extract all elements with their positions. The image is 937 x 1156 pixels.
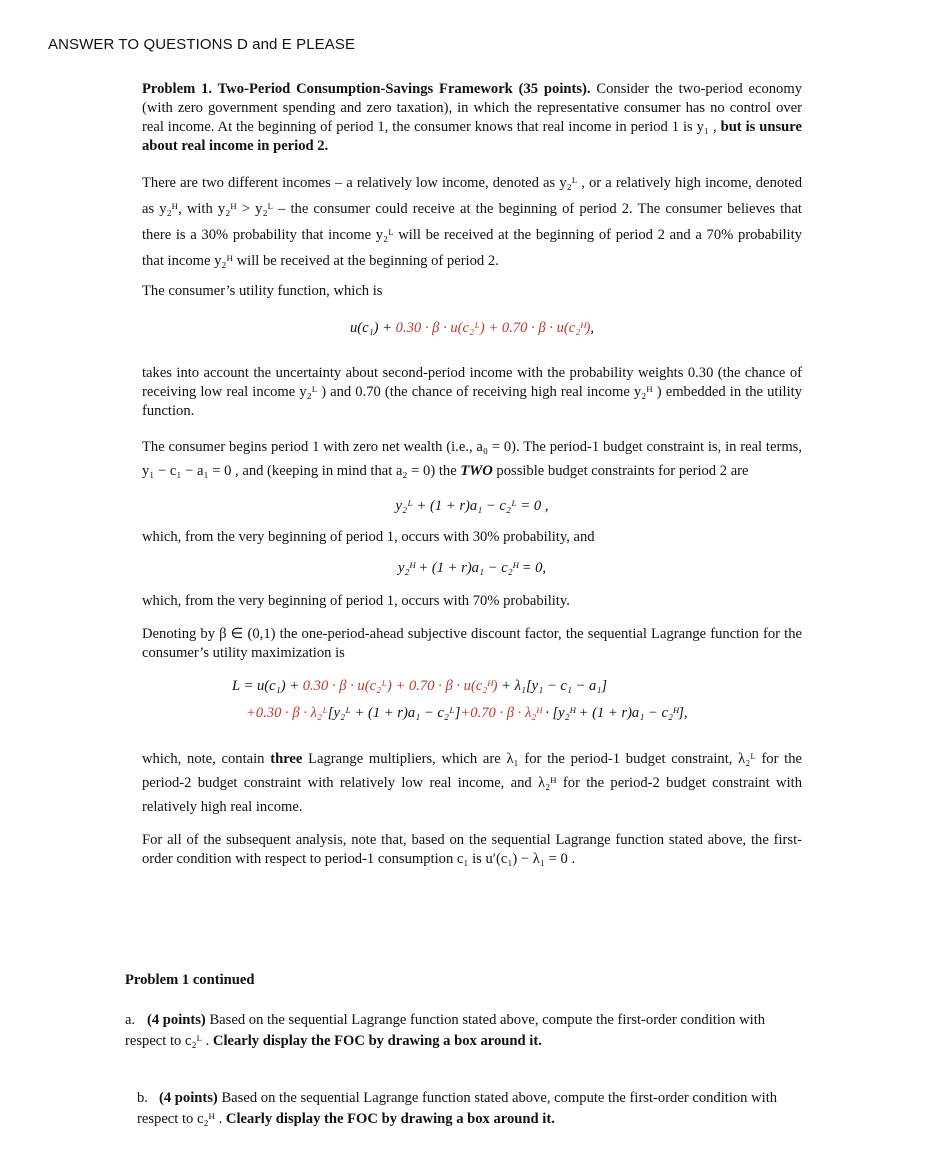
question-b-text: Based on the sequential Lagrange function stated above, compute the first-order condition with respect to c₂ᴴ . <box>137 1090 778 1127</box>
paragraph-weights: takes into account the uncertainty about second-period income with the probability weights 0.30 (the chance of receiving low real income y₂ᴸ ) and 0.70 (the chance of receiving high real income y₂ᴴ ) embedded in the utility function. <box>142 365 802 419</box>
equation-utility <box>142 319 802 338</box>
question-a-points: (4 points) <box>147 1012 206 1028</box>
paragraph-utility-intro: The consumer’s utility function, which is <box>142 283 383 299</box>
equation-utility-weighted: 0.30 · β · u(c₂ᴸ) + 0.70 · β · u(c₂ᴴ) <box>395 320 591 336</box>
lagrange-line2-d: · [y₂ᴴ + (1 + r)a₁ − c₂ᴴ], <box>541 705 688 721</box>
lagrange-line2-c: +0.70 · β · λ₂ᴴ <box>460 705 542 721</box>
page-header: ANSWER TO QUESTIONS D and E PLEASE <box>48 36 356 53</box>
equation-budget-low: y₂ᴸ + (1 + r)a₁ − c₂ᴸ = 0 , <box>395 498 549 514</box>
section-continued <box>125 970 805 990</box>
problem-intro <box>142 80 802 156</box>
problem-intro-text: Consider the two-period economy (with zero government spending and zero taxation), in which the representative consumer has no control over real income. At the beginning of period 1, the consumer knows that real income in period 1 is y₁ , <box>142 81 802 135</box>
lagrange-line1-c: + λ₁[y₁ − c₁ − a₁] <box>497 678 608 694</box>
question-b-label: b. <box>137 1090 148 1106</box>
paragraph-budget-end: possible budget constraints for period 2 are <box>496 463 749 479</box>
multipliers-three: three <box>270 751 303 767</box>
question-b-instruction: Clearly display the FOC by drawing a box around it. <box>225 1111 555 1127</box>
question-a-label: a. <box>125 1012 136 1028</box>
paragraph-foc-c1: For all of the subsequent analysis, note that, based on the sequential Lagrange function stated above, the first-order condition with respect to period-1 consumption c₁ is u′(c₁) − λ₁ = 0 . <box>142 832 802 867</box>
equation-lagrange-line2 <box>142 704 802 723</box>
paragraph-budget-two: TWO <box>460 463 493 479</box>
equation-lagrange-line1 <box>142 677 802 696</box>
paragraph-budget-text: The consumer begins period 1 with zero net wealth (i.e., a₀ = 0). The period-1 budget constraint is, in real terms, y₁ − c₁ − a₁ = 0 , and (keeping in mind that a₂ = 0) the <box>142 439 802 479</box>
problem-body <box>142 80 802 869</box>
continued-heading: Problem 1 continued <box>125 972 255 988</box>
multipliers-text-a: which, note, contain <box>142 751 265 767</box>
problem-intro-bold: but is unsure about real income in period 2. <box>142 119 802 154</box>
paragraph-multipliers <box>142 747 802 819</box>
lagrange-line1-red: 0.30 · β · u(c₂ᴸ) + 0.70 · β · u(c₂ᴴ) <box>302 678 498 694</box>
question-a-instruction: Clearly display the FOC by drawing a box around it. <box>212 1033 542 1049</box>
question-a-text: Based on the sequential Lagrange function stated above, compute the first-order condition with respect to c₂ᴸ . <box>125 1012 766 1049</box>
equation-utility-part-c: , <box>590 320 595 336</box>
paragraph-low-probability: which, from the very beginning of period 1, occurs with 30% probability, and <box>142 529 595 545</box>
multipliers-text-b: Lagrange multipliers, which are λ₁ for the period-1 budget constraint, λ₂ᴸ for the period-2 budget constraint with relatively low real income, and λ₂ᴴ for the period-2 budget constraint with relatively high real income. <box>142 751 803 815</box>
question-b <box>137 1088 797 1130</box>
lagrange-line2-b: [y₂ᴸ + (1 + r)a₁ − c₂ᴸ] <box>327 705 461 721</box>
paragraph-high-probability: which, from the very beginning of period 1, occurs with 70% probability. <box>142 593 570 609</box>
equation-utility-part-a: u(c₁) + <box>349 320 396 336</box>
lagrange-line2-a: +0.30 · β · λ₂ᴸ <box>246 705 328 721</box>
lagrange-line1-a: L = u(c₁) + <box>232 678 303 694</box>
equation-budget-high: y₂ᴴ + (1 + r)a₁ − c₂ᴴ = 0, <box>397 560 547 576</box>
question-b-points: (4 points) <box>159 1090 218 1106</box>
paragraph-lagrange-intro: Denoting by β ∈ (0,1) the one-period-ahead subjective discount factor, the sequential Lagrange function for the consumer’s utility maximization is <box>142 626 802 661</box>
paragraph-incomes: There are two different incomes – a relatively low income, denoted as y₂ᴸ , or a relatively high income, denoted as y₂ᴴ, with y₂ᴴ > y₂ᴸ – the consumer could receive at the beginning of period 2. The consumer believes that there is a 30% probability that income y₂ᴸ will be received at the beginning of period 2 and a 70% probability that income y₂ᴴ will be received at the beginning of period 2. <box>142 175 802 269</box>
paragraph-budget <box>142 435 802 483</box>
problem-title: Problem 1. Two-Period Consumption-Savings Framework (35 points). <box>142 81 591 97</box>
question-a <box>125 1010 795 1052</box>
